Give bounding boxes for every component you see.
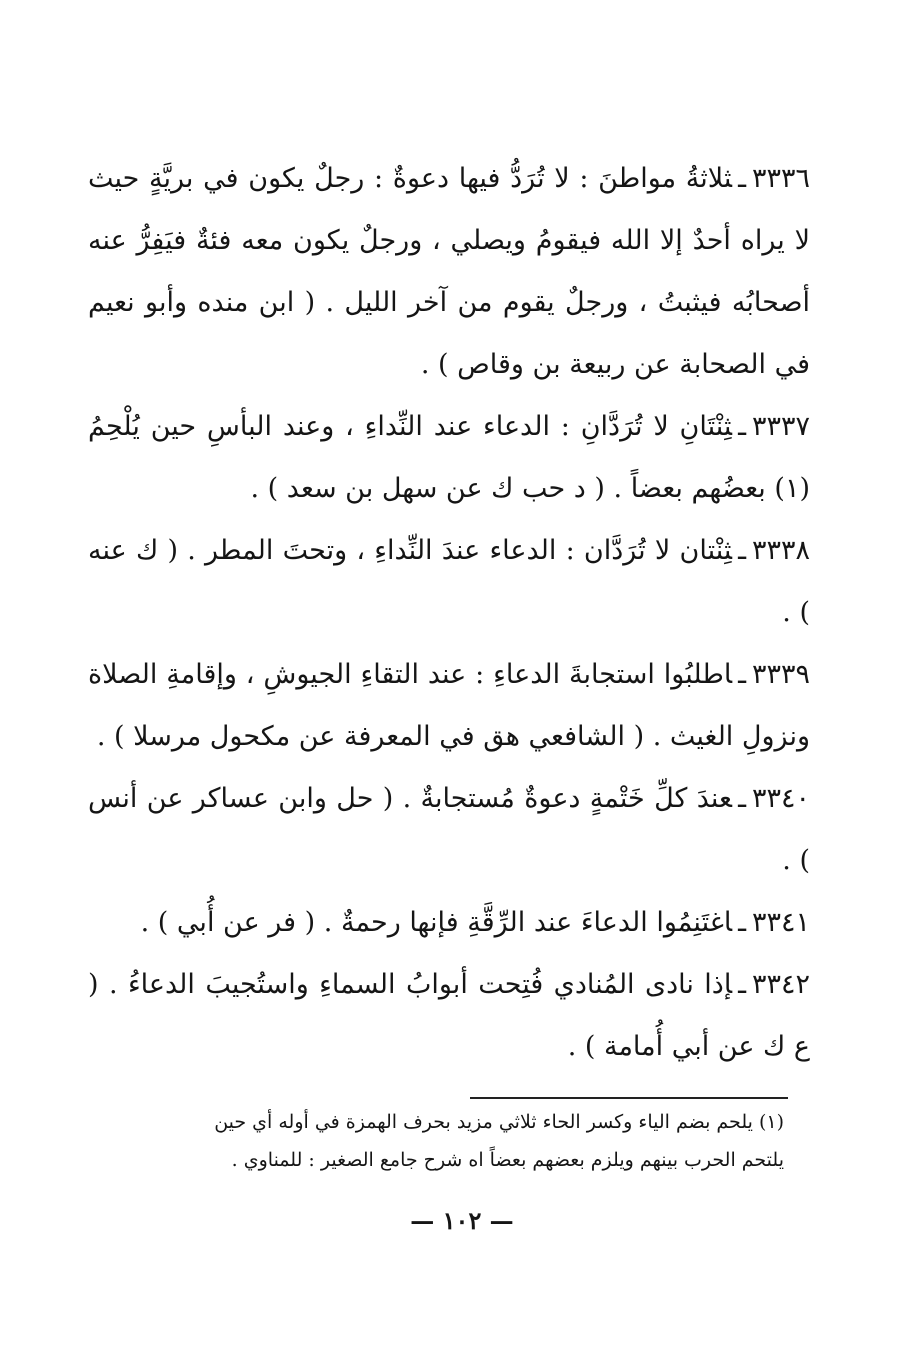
entry-number: ٣٣٣٩ — [751, 659, 810, 690]
entry-number: ٣٣٣٧ — [751, 411, 810, 442]
entry-text: ثِنْتان لا تُرَدَّان : الدعاء عندَ النِّداءِ ، وتحتَ المطر . ( ك عنه ) . — [88, 535, 810, 628]
page-number: — ١٠٢ — — [410, 1206, 514, 1235]
footnote-line-2: يلتحم الحرب بينهم ويلزم بعضهم بعضاً اه شرح جامع الصغير : للمناوي . — [231, 1149, 784, 1171]
entry-dash: ـ — [738, 163, 746, 194]
hadith-entry-3342 — [88, 954, 810, 1078]
main-text — [88, 148, 810, 1078]
entry-dash: ـ — [738, 535, 746, 566]
entry-text: اغتَنِمُوا الدعاءَ عند الرِّقَّةِ فإنها رحمةٌ . ( فر عن أُبي ) . — [140, 907, 733, 938]
entry-number: ٣٣٣٨ — [751, 535, 810, 566]
entry-text: ثِنْتَانِ لا تُرَدَّانِ : الدعاء عند النِّداءِ ، وعند البأسِ حين يُلْحِمُ (١) بعضُهم بعضاً . ( د حب ك عن سهل بن سعد ) . — [88, 411, 810, 504]
entry-text: إذا نادى المُنادي فُتِحت أبوابُ السماءِ واستُجيبَ الدعاءُ . ( ع ك عن أبي أُمامة ) . — [88, 969, 810, 1062]
entry-number: ٣٣٣٦ — [751, 163, 810, 194]
hadith-entry-3340 — [88, 768, 810, 892]
entry-dash: ـ — [738, 969, 746, 1000]
entry-number: ٣٣٤١ — [751, 907, 810, 938]
entry-number: ٣٣٤٠ — [751, 783, 810, 814]
entry-number: ٣٣٤٢ — [751, 969, 810, 1000]
entry-text: اطلبُوا استجابةَ الدعاءِ : عند التقاءِ الجيوشِ ، وإقامةِ الصلاة ونزولِ الغيث . ( الشافعي هق في المعرفة عن مكحول مرسلا ) . — [88, 659, 810, 752]
hadith-entry-3337 — [88, 396, 810, 520]
entry-dash: ـ — [738, 659, 746, 690]
hadith-entry-3339 — [88, 644, 810, 768]
footnote-line-1: (١) يلحم بضم الياء وكسر الحاء ثلاثي مزيد بحرف الهمزة في أوله أي حين — [214, 1111, 784, 1133]
entry-dash: ـ — [738, 411, 746, 442]
hadith-entry-3338 — [88, 520, 810, 644]
entry-dash: ـ — [738, 783, 746, 814]
hadith-entry-3341 — [88, 892, 810, 954]
footnote-divider — [470, 1097, 788, 1099]
entry-dash: ـ — [738, 907, 746, 938]
footnotes — [84, 1103, 784, 1179]
entry-text: عندَ كلِّ خَتْمةٍ دعوةٌ مُستجابةٌ . ( حل وابن عساكر عن أنس ) . — [88, 783, 810, 876]
entry-text: ثلاثةُ مواطنَ : لا تُرَدُّ فيها دعوةٌ : رجلٌ يكون في بريَّةٍ حيث لا يراه أحدٌ إلا الله فيقومُ ويصلي ، ورجلٌ يكون معه فئةٌ فيَفِرُّ عنه أصحابُه فيثبتُ ، ورجلٌ يقوم من آخر الليل . ( ابن منده وأبو نعيم في الصحابة عن ربيعة بن وقاص ) . — [88, 163, 810, 380]
hadith-entry-3336 — [88, 148, 810, 396]
